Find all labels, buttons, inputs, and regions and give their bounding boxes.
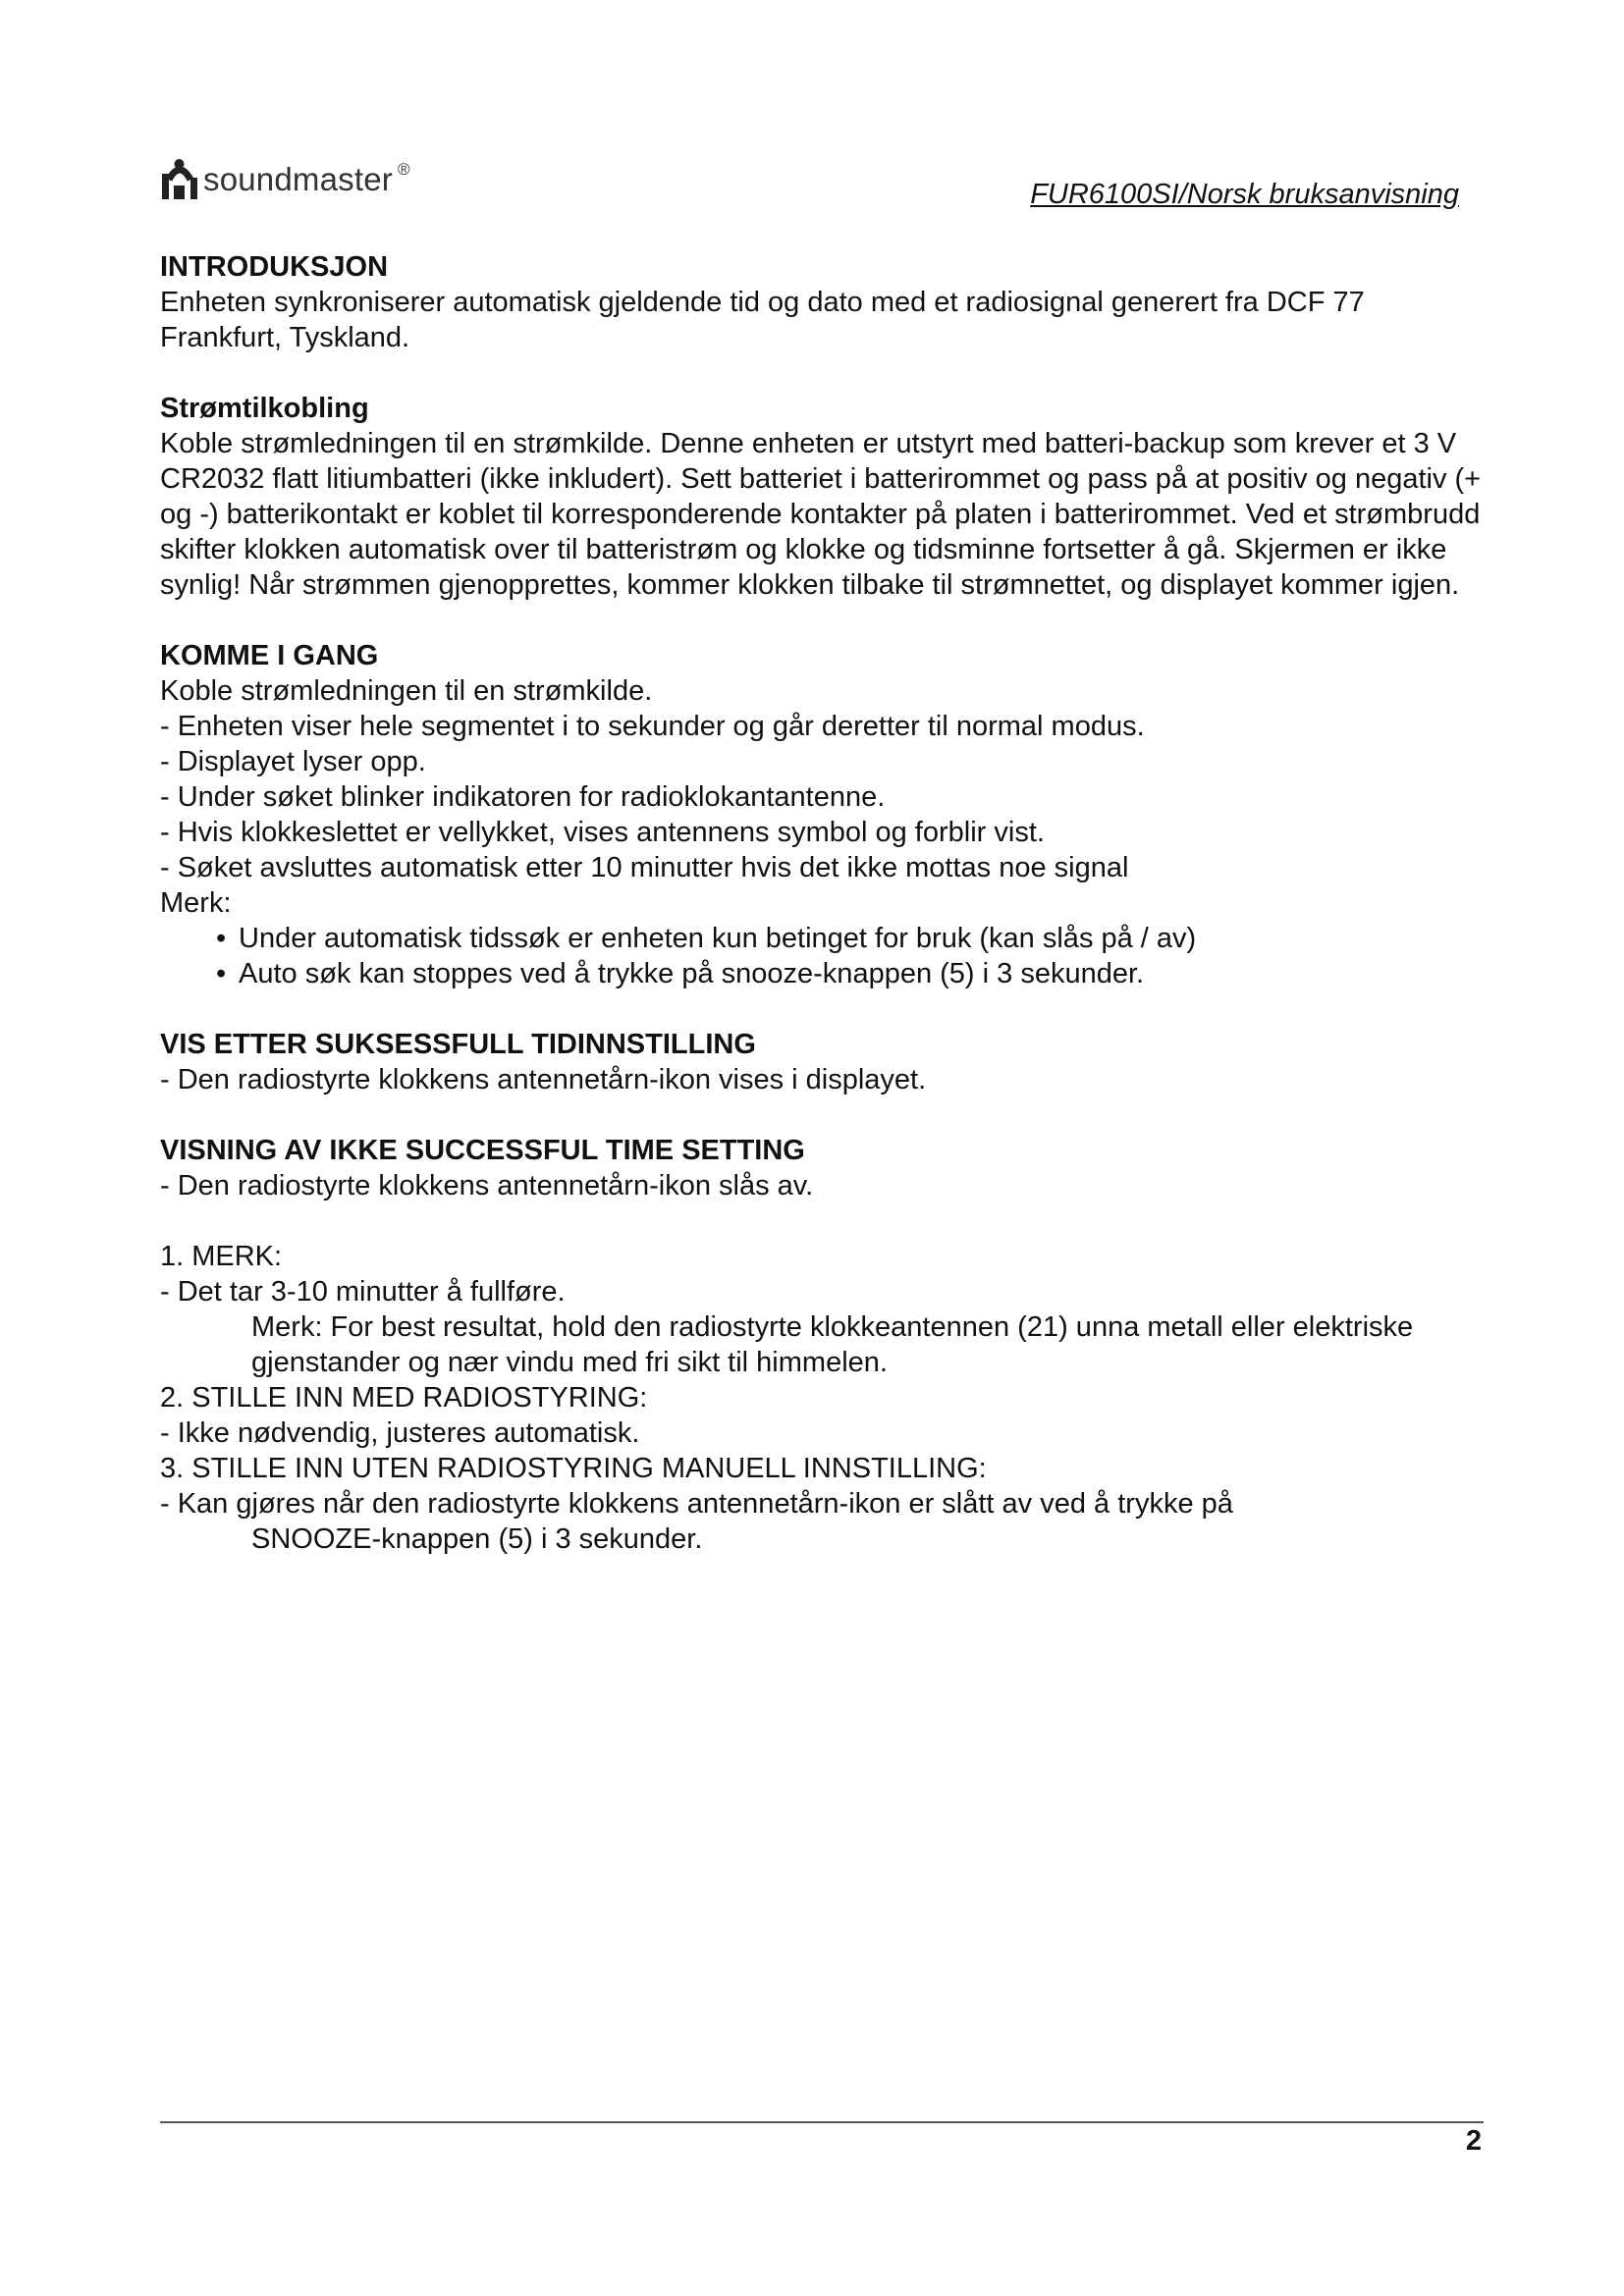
note3-item: - Kan gjøres når den radiostyrte klokkens antennetårn-ikon er slått av ved å trykke på [160, 1488, 1233, 1520]
section-successful-setting [160, 1027, 1486, 1097]
list-item: - Hvis klokkeslettet er vellykket, vises antennens symbol og forblir vist. [160, 817, 1045, 848]
bullet-item: • Auto søk kan stoppes ved å trykke på snooze-knappen (5) i 3 sekunder. [216, 956, 1486, 991]
note-bullet-list [160, 921, 1486, 991]
document-title: FUR6100SI/Norsk bruksanvisning [1030, 179, 1459, 210]
section-notes [160, 1239, 1486, 1557]
note3-detail: SNOOZE-knappen (5) i 3 sekunder. [251, 1523, 703, 1555]
heading-successful-setting: VIS ETTER SUKSESSFULL TIDINNSTILLING [160, 1029, 756, 1060]
note1-title: 1. MERK: [160, 1241, 283, 1272]
heading-power-connection: Strømtilkobling [160, 393, 369, 424]
getting-started-intro: Koble strømledningen til en strømkilde. [160, 675, 653, 707]
section-power-connection [160, 391, 1486, 603]
list-item: - Displayet lyser opp. [160, 746, 426, 777]
section-unsuccessful-setting [160, 1133, 1486, 1203]
note1-detail: Merk: For best resultat, hold den radiostyrte klokkeantennen (21) unna metall eller elektriske gjenstander og nær vindu med fri sikt til himmelen. [251, 1311, 1414, 1378]
section-getting-started [160, 638, 1486, 991]
list-item: - Enheten viser hele segmentet i to sekunder og går deretter til normal modus. [160, 711, 1145, 742]
heading-unsuccessful-setting: VISNING AV IKKE SUCCESSFUL TIME SETTING [160, 1135, 805, 1166]
note3-title: 3. STILLE INN UTEN RADIOSTYRING MANUELL INNSTILLING: [160, 1453, 987, 1484]
note2-item: - Ikke nødvendig, justeres automatisk. [160, 1417, 640, 1449]
brand-name: soundmaster [203, 161, 393, 197]
note2-title: 2. STILLE INN MED RADIOSTYRING: [160, 1382, 648, 1414]
intro-text: Enheten synkroniserer automatisk gjeldende tid og dato med et radiosignal generert fra DCF 77 Frankfurt, Tyskland. [160, 287, 1365, 353]
successful-text: - Den radiostyrte klokkens antennetårn-ikon vises i displayet. [160, 1064, 927, 1095]
list-item: - Under søket blinker indikatoren for radioklokantantenne. [160, 781, 886, 813]
bullet-item: • Under automatisk tidssøk er enheten kun betinget for bruk (kan slås på / av) [216, 921, 1486, 956]
note-label: Merk: [160, 887, 232, 919]
list-item: - Søket avsluttes automatisk etter 10 minutter hvis det ikke mottas noe signal [160, 852, 1129, 883]
soundmaster-logo-icon [160, 156, 199, 203]
document-body [160, 249, 1486, 1592]
section-introduction [160, 249, 1486, 355]
note1-item: - Det tar 3-10 minutter å fullføre. [160, 1276, 566, 1308]
page-header [160, 155, 1459, 214]
power-text: Koble strømledningen til en strømkilde. Denne enheten er utstyrt med batteri-backup som krever et 3 V CR2032 flatt litiumbatteri (ikke inkludert). Sett batteriet i batterirommet og pass på at positiv og negativ (+ og -) batterikontakt er koblet til korresponderende kontakter på platen i batterirommet. Ved et strømbrudd skifter klokken automatisk over til batteristrøm og klokke og tidsminne fortsetter å gå. Skjermen er ikke synlig! Når strømmen gjenopprettes, kommer klokken tilbake til strømnettet, og displayet kommer igjen. [160, 428, 1482, 601]
page-number: 2 [1465, 2125, 1482, 2157]
heading-getting-started: KOMME I GANG [160, 640, 379, 671]
footer-divider [160, 2121, 1484, 2123]
registered-mark: ® [397, 160, 410, 179]
unsuccessful-text: - Den radiostyrte klokkens antennetårn-ikon slås av. [160, 1170, 814, 1201]
brand-logo [160, 155, 410, 204]
heading-introduction: INTRODUKSJON [160, 251, 389, 283]
